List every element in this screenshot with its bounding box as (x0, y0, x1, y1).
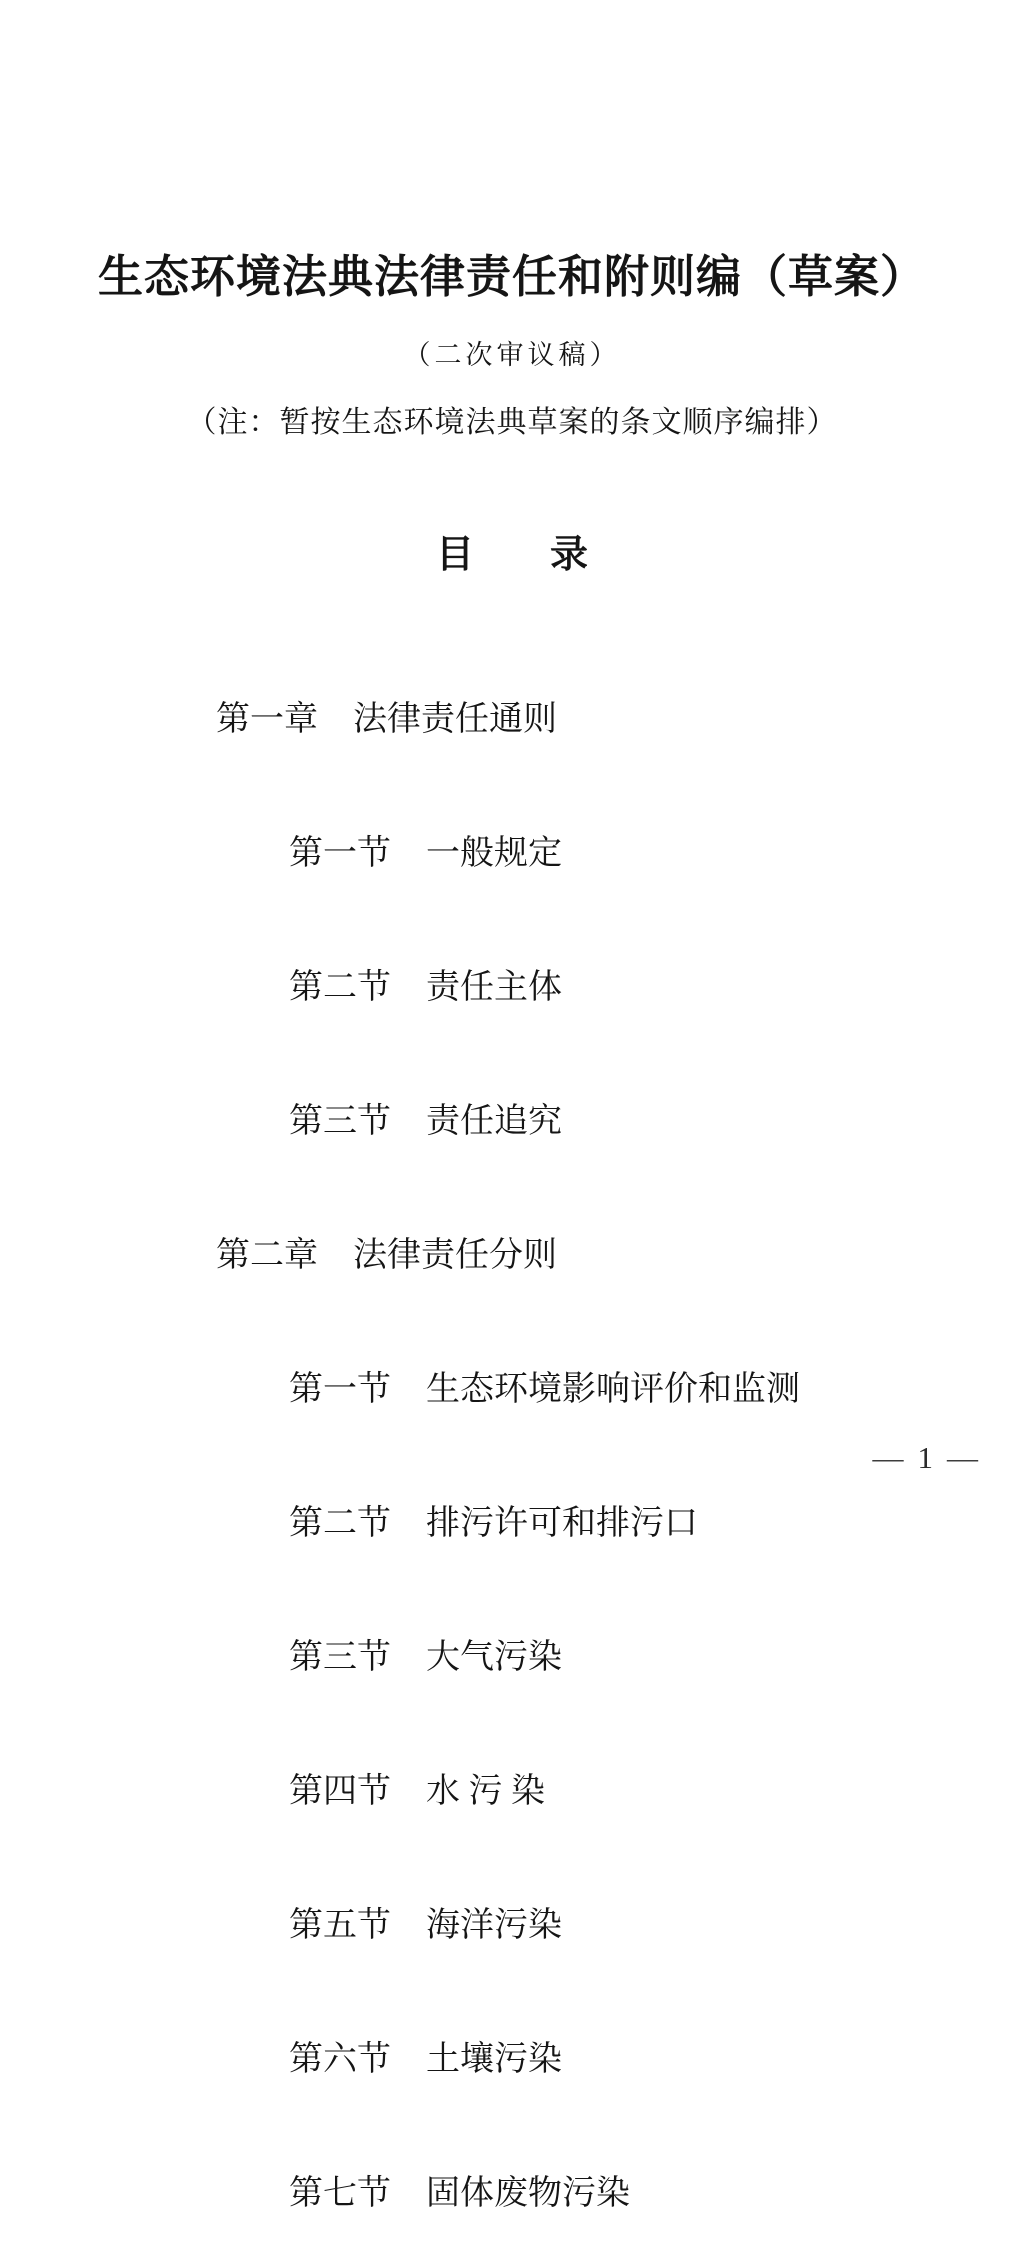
document-note: （注：暂按生态环境法典草案的条文顺序编排） (186, 406, 838, 439)
toc-item-chapter-2-section-7 (0, 2143, 1024, 2245)
toc-item-title: 固体废物污染 (426, 2175, 630, 2212)
toc-item-chapter-1-section-1 (0, 803, 1024, 905)
toc-item-label: 第二节 (289, 1505, 391, 1542)
toc-item-title: 大气污染 (426, 1639, 562, 1676)
toc-item-label: 第二节 (289, 969, 391, 1006)
toc-item-label: 第一节 (289, 835, 391, 872)
toc-item-chapter-2 (0, 1205, 1024, 1307)
toc-item-label: 第一节 (289, 1371, 391, 1408)
toc-item-title: 法律责任通则 (353, 701, 557, 738)
toc-item-label: 第二章 (216, 1237, 318, 1274)
toc-item-label: 第四节 (289, 1773, 391, 1810)
toc-heading: 目 录 (435, 534, 588, 576)
toc-item-title: 生态环境影响评价和监测 (426, 1371, 800, 1408)
toc-item-label: 第六节 (289, 2041, 391, 2078)
toc-item-label: 第五节 (289, 1907, 391, 1944)
toc-item-chapter-1-section-2 (0, 937, 1024, 1039)
table-of-contents (0, 669, 1024, 2245)
toc-item-chapter-2-section-1 (0, 1339, 1024, 1441)
document-subtitle: （二次审议稿） (403, 340, 621, 370)
toc-item-title: 责任主体 (426, 969, 562, 1006)
toc-item-title: 土壤污染 (426, 2041, 562, 2078)
page-number (873, 1441, 979, 1475)
toc-item-label: 第三节 (289, 1639, 391, 1676)
toc-item-title: 法律责任分则 (353, 1237, 557, 1274)
toc-item-title: 海洋污染 (426, 1907, 562, 1944)
toc-item-chapter-2-section-5 (0, 1875, 1024, 1977)
toc-item-chapter-2-section-3 (0, 1607, 1024, 1709)
toc-item-title: 排污许可和排污口 (426, 1505, 698, 1542)
toc-item-chapter-2-section-4 (0, 1741, 1024, 1843)
toc-item-chapter-1-section-3 (0, 1071, 1024, 1173)
document-title: 生态环境法典法律责任和附则编（草案） (97, 252, 926, 302)
page-number-left-dash: — (872, 1440, 904, 1475)
page-number-value: 1 (917, 1440, 933, 1475)
toc-item-chapter-2-section-2 (0, 1473, 1024, 1575)
toc-item-chapter-2-section-6 (0, 2009, 1024, 2111)
toc-item-label: 第七节 (289, 2175, 391, 2212)
toc-item-chapter-1 (0, 669, 1024, 771)
toc-item-title: 一般规定 (426, 835, 562, 872)
toc-item-title: 责任追究 (426, 1103, 562, 1140)
toc-item-label: 第三节 (289, 1103, 391, 1140)
page-number-right-dash: — (947, 1440, 978, 1475)
toc-item-title: 水 污 染 (426, 1773, 545, 1810)
toc-item-label: 第一章 (216, 701, 318, 738)
